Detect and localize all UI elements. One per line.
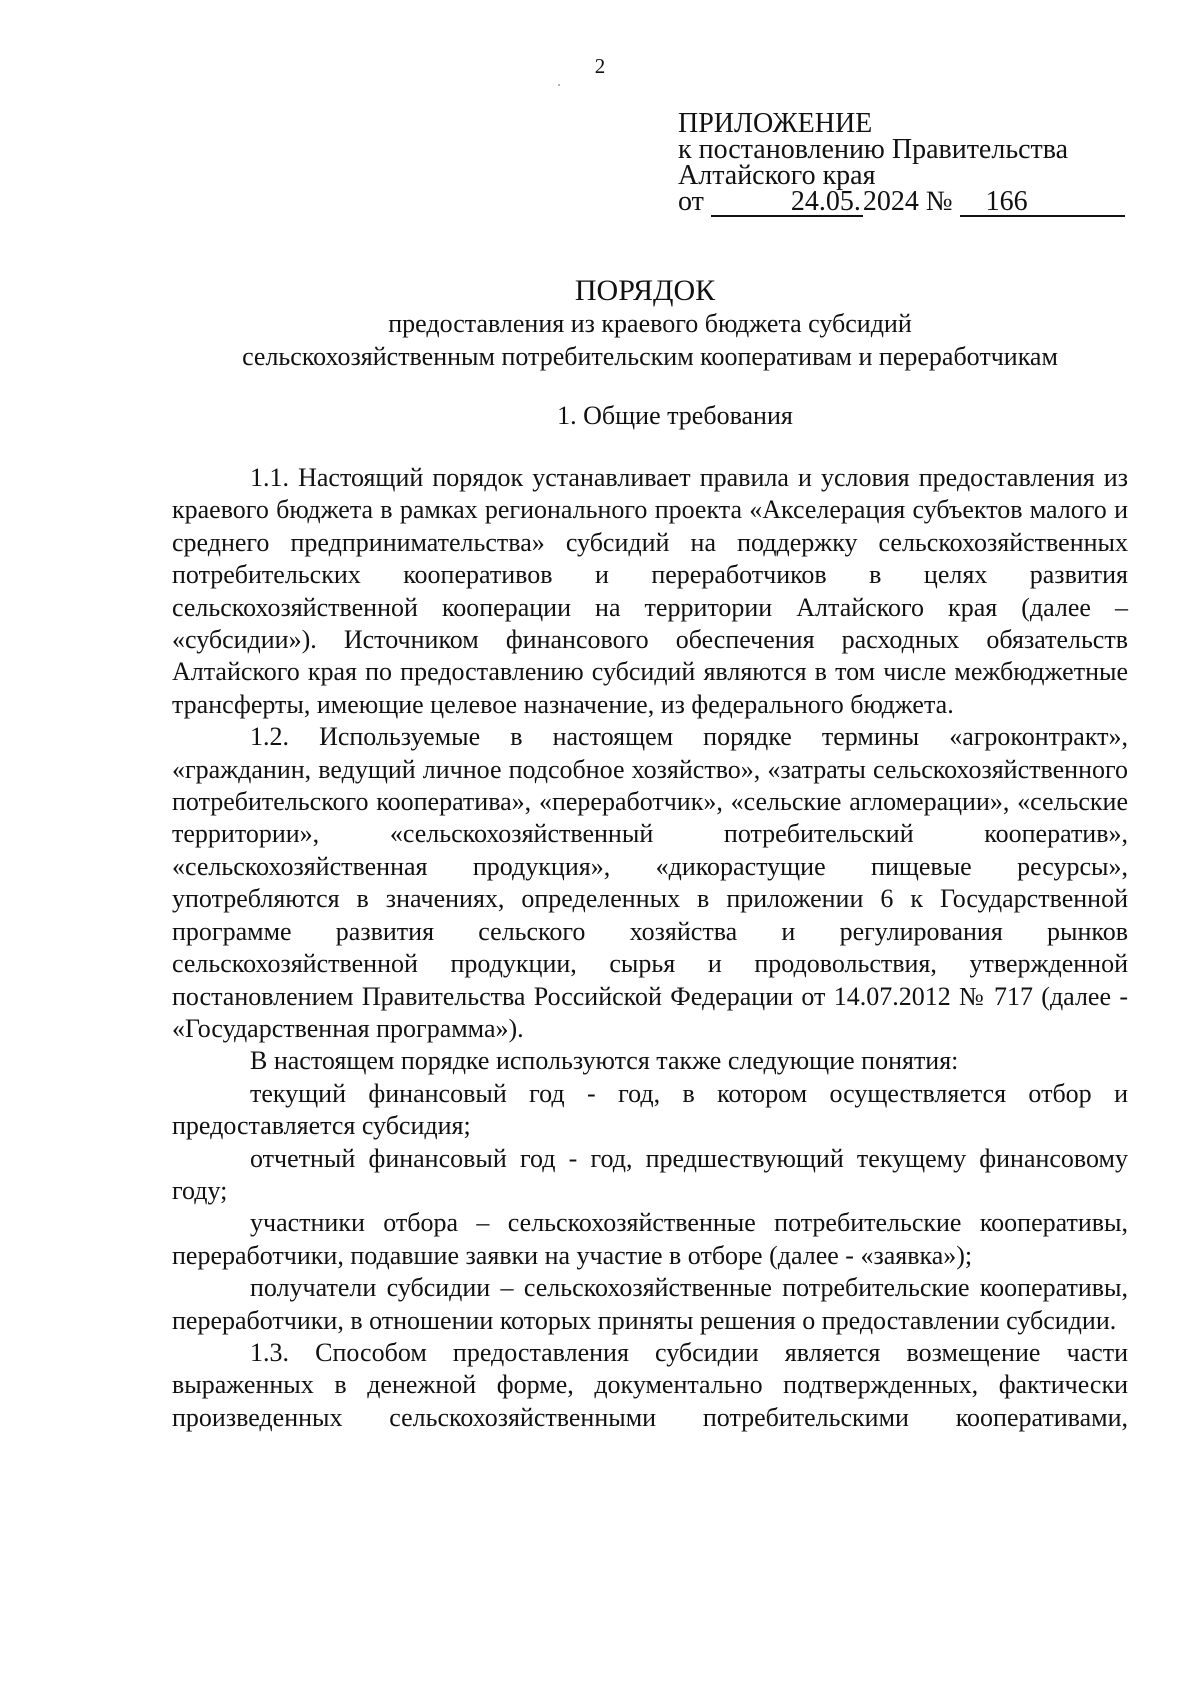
section-title: 1. Общие требования bbox=[557, 401, 793, 430]
document-body bbox=[172, 462, 1128, 1434]
paragraph-1-3: 1.3. Способом предоставления субсидии является возмещение части выраженных в денежной форме, документально подтвержденных, фактически произведенных сельскохозяйственными потребительскими кооперативами, bbox=[172, 1337, 1128, 1432]
appendix-title: ПРИЛОЖЕНИЕ bbox=[678, 108, 873, 139]
definition-subsidy-recipients: получатели субсидии – сельскохозяйственные потребительские кооперативы, переработчики, в отношении которых приняты решения о предоставлении субсидии. bbox=[172, 1273, 1128, 1335]
document-subtitle bbox=[170, 307, 1130, 373]
date-field: 24.05. bbox=[711, 189, 863, 217]
subtitle-line-2: сельскохозяйственным потребительским кооперативам и переработчикам bbox=[242, 342, 1058, 371]
page-number: 2 bbox=[594, 54, 606, 78]
appendix-block bbox=[678, 108, 1125, 217]
appendix-date-line bbox=[678, 186, 1125, 217]
paragraph-1-2: 1.2. Используемые в настоящем порядке термины «агроконтракт», «гражданин, ведущий личное подсобное хозяйство», «затраты сельскохозяйственного потребительского кооператива», «переработчик», «сельские агломерации», «сельские территории», «сельскохозяйственный потребительский кооператив», «сельскохозяйственная продукция», «дикорастущие пищевые ресурсы», употребляются в значениях, определенных в приложении 6 к Государственной программе развития сельского хозяйства и регулирования рынков сельскохозяйственной продукции, сырья и продовольствия, утвержденной постановлением Правительства Российской Федерации от 14.07.2012 № 717 (далее - «Государственная программа»). bbox=[172, 722, 1128, 1043]
definition-selection-participants: участники отбора – сельскохозяйственные потребительские кооперативы, переработчики, подавшие заявки на участие в отборе (далее - «заявка»); bbox=[172, 1208, 1128, 1270]
date-prefix: от bbox=[678, 186, 704, 217]
document-title: ПОРЯДОК bbox=[574, 274, 716, 307]
appendix-line-2: Алтайского края bbox=[678, 160, 876, 191]
subtitle-line-1: предоставления из краевого бюджета субсидий bbox=[388, 309, 912, 338]
definition-current-year: текущий финансовый год - год, в котором осуществляется отбор и предоставляется субсидия; bbox=[172, 1078, 1128, 1141]
scan-speck bbox=[558, 84, 560, 86]
paragraph-definitions-intro: В настоящем порядке используются также следующие понятия: bbox=[250, 1046, 959, 1076]
definition-reporting-year: отчетный финансовый год - год, предшествующий текущему финансовому году; bbox=[172, 1143, 1128, 1205]
date-year: 2024 bbox=[862, 186, 919, 217]
number-sign: № bbox=[925, 186, 953, 217]
paragraph-1-1: 1.1. Настоящий порядок устанавливает правила и условия предоставления из краевого бюджета в рамках регионального проекта «Акселерация субъектов малого и среднего предпринимательства» субсидий на поддержку сельскохозяйственных потребительских кооперативов и переработчиков в целях развития сельскохозяйственной кооперации на территории Алтайского края (далее – «субсидии»). Источником финансового обеспечения расходных обязательств Алтайского края по предоставлению субсидий являются в том числе межбюджетные трансферты, имеющие целевое назначение, из федерального бюджета. bbox=[172, 463, 1128, 719]
appendix-line-1: к постановлению Правительства bbox=[678, 134, 1069, 165]
number-field: 166 bbox=[960, 189, 1125, 217]
